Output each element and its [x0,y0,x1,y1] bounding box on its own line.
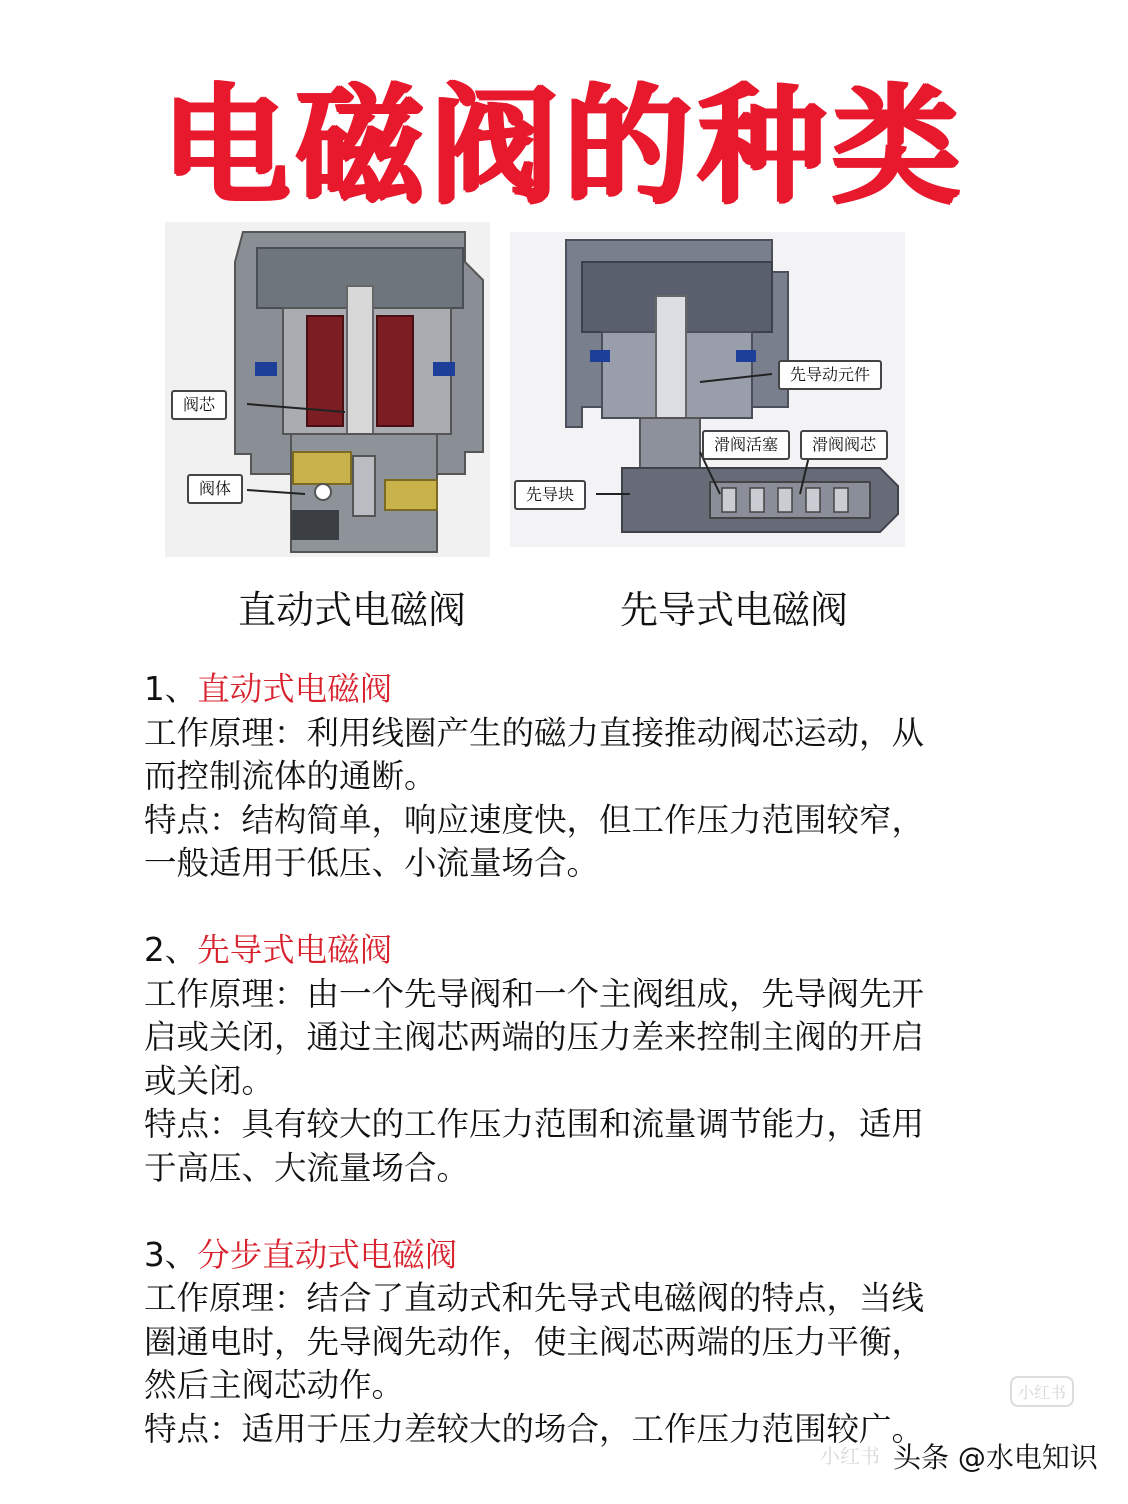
section-line: 启或关闭，通过主阀芯两端的压力差来控制主阀的开启 [144,1018,925,1056]
section-heading: 3、分步直动式电磁阀 [144,1235,458,1274]
label-pilot-element: 先导动元件 [778,360,882,390]
platform-watermark: 小红书 [820,1444,880,1468]
label-slide-core: 滑阀阀芯 [800,430,888,460]
section-name: 分步直动式电磁阀 [197,1235,458,1274]
direct-acting-valve-diagram [165,222,490,557]
label-spool: 阀芯 [171,390,227,420]
section-line: 特点：适用于压力差较大的场合，工作压力范围较广。 [144,1409,925,1448]
section-3 [144,1234,1024,1452]
pilot-operated-valve-diagram [510,232,905,547]
caption-pilot-operated: 先导式电磁阀 [620,588,849,632]
caption-direct-acting: 直动式电磁阀 [238,588,467,632]
content-body [144,668,1024,1451]
section-2 [144,929,1024,1190]
section-line: 工作原理：利用线圈产生的磁力直接推动阀芯运动，从 [144,713,925,752]
section-line: 一般适用于低压、小流量场合。 [144,844,600,882]
source-credit: 头条 @水电知识 [893,1441,1098,1474]
section-line: 特点：具有较大的工作压力范围和流量调节能力，适用 [144,1105,925,1143]
section-name: 先导式电磁阀 [197,931,393,969]
section-name: 直动式电磁阀 [197,670,393,708]
section-line: 而控制流体的通断。 [144,757,437,795]
platform-badge-watermark: 小红书 [1010,1376,1074,1407]
section-line: 于高压、大流量场合。 [144,1148,470,1187]
section-line: 然后主阀芯动作。 [144,1366,405,1404]
page-title: 电磁阀的种类 [161,72,966,221]
section-1 [144,668,1024,886]
section-line: 工作原理：由一个先导阀和一个主阀组成，先导阀先开 [144,974,925,1013]
label-pilot-block: 先导块 [514,480,586,510]
section-line: 特点：结构简单，响应速度快，但工作压力范围较窄， [144,800,925,839]
section-heading: 1、直动式电磁阀 [144,670,393,708]
section-line: 圈通电时，先导阀先动作，使主阀芯两端的压力平衡， [144,1322,925,1361]
section-line: 或关闭。 [144,1061,275,1100]
label-valve-body: 阀体 [187,474,243,504]
label-slide-piston: 滑阀活塞 [702,430,790,460]
section-heading: 2、先导式电磁阀 [144,931,393,969]
section-line: 工作原理：结合了直动式和先导式电磁阀的特点，当线 [144,1279,925,1317]
